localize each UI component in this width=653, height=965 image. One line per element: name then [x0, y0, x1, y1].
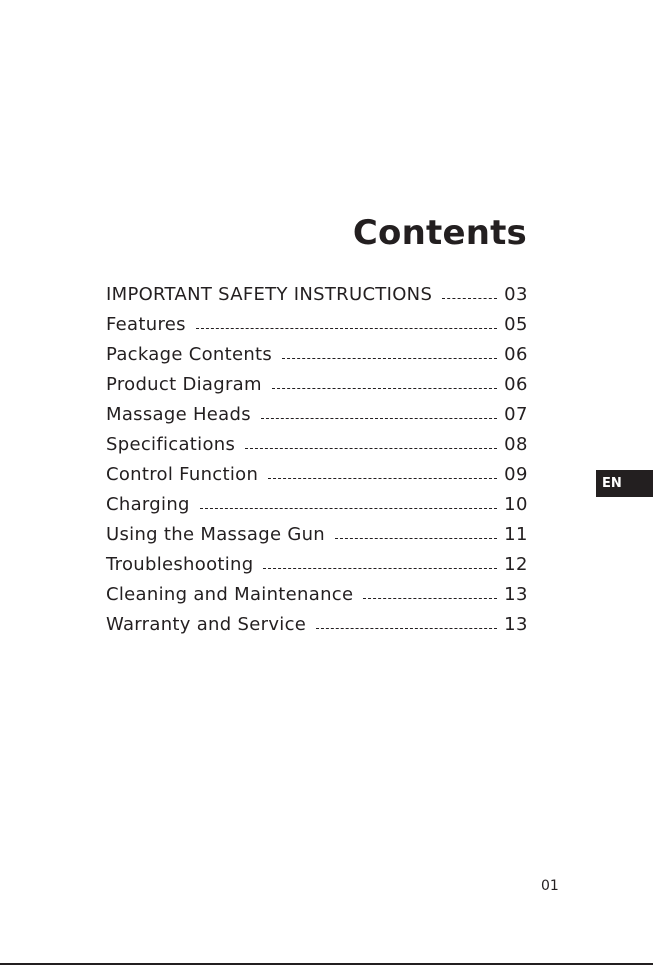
toc-item-page-number: 13 — [504, 584, 528, 605]
toc-item-label: Troubleshooting — [106, 554, 254, 575]
toc-dotted-leader — [335, 538, 497, 539]
toc-item-label: Product Diagram — [106, 374, 262, 395]
toc-item-page-number: 05 — [504, 314, 528, 335]
toc-item-page-number: 10 — [504, 494, 528, 515]
toc-dotted-leader — [316, 628, 497, 629]
toc-item-warranty-and-service[interactable] — [106, 610, 528, 640]
toc-item-package-contents[interactable] — [106, 340, 528, 370]
toc-item-important-safety-instructions[interactable] — [106, 280, 528, 310]
toc-item-product-diagram[interactable] — [106, 370, 528, 400]
toc-dotted-leader — [245, 448, 497, 449]
toc-item-specifications[interactable] — [106, 430, 528, 460]
toc-item-features[interactable] — [106, 310, 528, 340]
toc-item-label: Features — [106, 314, 186, 335]
toc-item-page-number: 06 — [504, 374, 528, 395]
toc-item-page-number: 03 — [504, 284, 528, 305]
toc-item-label: Massage Heads — [106, 404, 251, 425]
toc-item-control-function[interactable] — [106, 460, 528, 490]
toc-dotted-leader — [200, 508, 497, 509]
toc-item-page-number: 07 — [504, 404, 528, 425]
language-tab: EN — [596, 470, 653, 497]
toc-dotted-leader — [261, 418, 497, 419]
toc-item-troubleshooting[interactable] — [106, 550, 528, 580]
toc-item-label: Warranty and Service — [106, 614, 307, 635]
toc-dotted-leader — [272, 388, 497, 389]
toc-item-label: Using the Massage Gun — [106, 524, 326, 545]
toc-item-page-number: 12 — [504, 554, 528, 575]
table-of-contents — [106, 280, 528, 640]
toc-dotted-leader — [442, 298, 497, 299]
toc-dotted-leader — [282, 358, 497, 359]
toc-item-label: Package Contents — [106, 344, 273, 365]
toc-dotted-leader — [196, 328, 497, 329]
page-number: 01 — [541, 878, 559, 894]
toc-item-label: Charging — [106, 494, 190, 515]
toc-item-label: Specifications — [106, 434, 236, 455]
toc-item-using-the-massage-gun[interactable] — [106, 520, 528, 550]
toc-item-page-number: 13 — [504, 614, 528, 635]
toc-item-page-number: 08 — [504, 434, 528, 455]
toc-item-page-number: 11 — [504, 524, 528, 545]
toc-item-charging[interactable] — [106, 490, 528, 520]
toc-item-page-number: 06 — [504, 344, 528, 365]
toc-item-label: Control Function — [106, 464, 259, 485]
toc-dotted-leader — [263, 568, 497, 569]
toc-item-massage-heads[interactable] — [106, 400, 528, 430]
page-title: Contents — [352, 213, 527, 253]
toc-dotted-leader — [363, 598, 497, 599]
toc-item-page-number: 09 — [504, 464, 528, 485]
toc-item-label: IMPORTANT SAFETY INSTRUCTIONS — [106, 284, 433, 305]
toc-item-cleaning-and-maintenance[interactable] — [106, 580, 528, 610]
toc-dotted-leader — [268, 478, 497, 479]
toc-item-label: Cleaning and Maintenance — [106, 584, 354, 605]
